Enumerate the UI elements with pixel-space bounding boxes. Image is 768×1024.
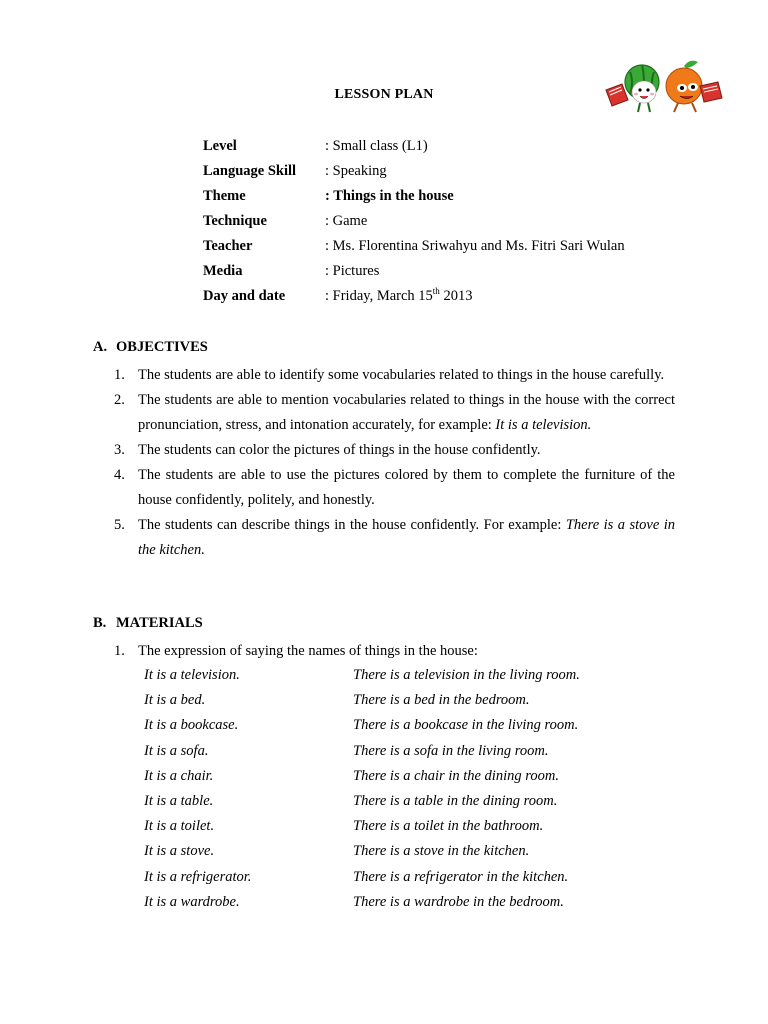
expression-long: There is a bookcase in the living room. (353, 717, 579, 734)
date-ordinal: th (432, 286, 440, 297)
expression-short: It is a toilet. (144, 818, 215, 835)
expression-long: There is a television in the living room. (353, 667, 580, 683)
expression-short: It is a chair. (144, 767, 214, 784)
date-text: : Friday, March 15 (325, 288, 433, 304)
info-value: : Things in the house (325, 188, 454, 204)
expression-long: There is a wardrobe in the bedroom. (353, 893, 564, 910)
expression-long: There is a table in the dining room. (353, 792, 558, 809)
orange-mascot-icon (666, 61, 702, 112)
expression-short: It is a wardrobe. (144, 893, 240, 910)
book-icon (606, 84, 628, 106)
info-label: Day and date (203, 288, 286, 304)
list-item (114, 363, 675, 388)
list-item (114, 513, 675, 563)
info-value: : Pictures (325, 263, 380, 279)
info-label: Technique (203, 213, 267, 229)
list-number: 3. (114, 442, 125, 458)
list-number: 2. (114, 392, 125, 408)
objectives-list (114, 363, 675, 563)
expression-short: It is a table. (144, 792, 214, 809)
info-value: : Ms. Florentina Sriwahyu and Ms. Fitri Sari Wulan (325, 238, 625, 254)
list-example: It is a television. (495, 417, 592, 433)
list-text: The expression of saying the names of things in the house: (138, 643, 478, 659)
expression-short: It is a television. (144, 667, 240, 683)
info-value (325, 286, 472, 306)
list-text: The students are able to mention vocabularies related to things in the house with the correct pronunciation, stress, and intonation accurately, for example: (138, 392, 675, 433)
expression-short: It is a stove. (144, 843, 215, 860)
info-value: : Small class (L1) (325, 138, 428, 154)
list-text: The students are able to identify some vocabularies related to things in the house carefully. (138, 367, 665, 383)
expression-short: It is a bed. (144, 692, 206, 709)
date-year: 2013 (439, 288, 473, 304)
section-heading-materials (93, 615, 203, 632)
list-text: The students can color the pictures of things in the house confidently. (138, 442, 541, 458)
list-number: 4. (114, 467, 125, 483)
list-number: 5. (114, 517, 125, 533)
list-number: 1. (114, 643, 125, 659)
list-item (114, 388, 675, 438)
list-item (114, 438, 675, 463)
info-value: : Speaking (325, 163, 387, 179)
section-heading-objectives (93, 339, 208, 356)
expression-long: There is a refrigerator in the kitchen. (353, 868, 569, 885)
expression-short: It is a refrigerator. (144, 868, 252, 885)
info-label: Teacher (203, 238, 253, 254)
list-number: 1. (114, 367, 125, 383)
info-label: Media (203, 263, 243, 279)
section-letter: B. (93, 615, 107, 631)
list-item (114, 463, 675, 513)
section-letter: A. (93, 339, 108, 355)
expression-long: There is a toilet in the bathroom. (353, 818, 544, 835)
info-label: Level (203, 138, 237, 154)
materials-list (114, 639, 675, 664)
document-title: LESSON PLAN (334, 87, 434, 102)
list-text: The students can describe things in the house confidently. For example: (138, 517, 566, 533)
info-value: : Game (325, 213, 368, 229)
section-title: MATERIALS (116, 615, 203, 631)
expression-long: There is a stove in the kitchen. (353, 843, 530, 860)
cartoon-fruit-mascots-logo (602, 56, 726, 118)
watermelon-mascot-icon (625, 65, 659, 112)
expression-long: There is a chair in the dining room. (353, 767, 559, 784)
info-label: Language Skill (203, 163, 297, 179)
expression-long: There is a bed in the bedroom. (353, 692, 530, 709)
list-text: The students are able to use the pictures colored by them to complete the furniture of the house confidently, politely, and honestly. (138, 467, 675, 508)
expression-short: It is a sofa. (144, 742, 209, 759)
section-title: OBJECTIVES (116, 339, 208, 355)
list-item (114, 639, 675, 664)
book-icon (700, 82, 722, 102)
list-example: There is a stove in the kitchen. (138, 517, 675, 558)
info-label: Theme (203, 188, 246, 204)
expression-long: There is a sofa in the living room. (353, 742, 549, 759)
expression-short: It is a bookcase. (144, 717, 239, 734)
